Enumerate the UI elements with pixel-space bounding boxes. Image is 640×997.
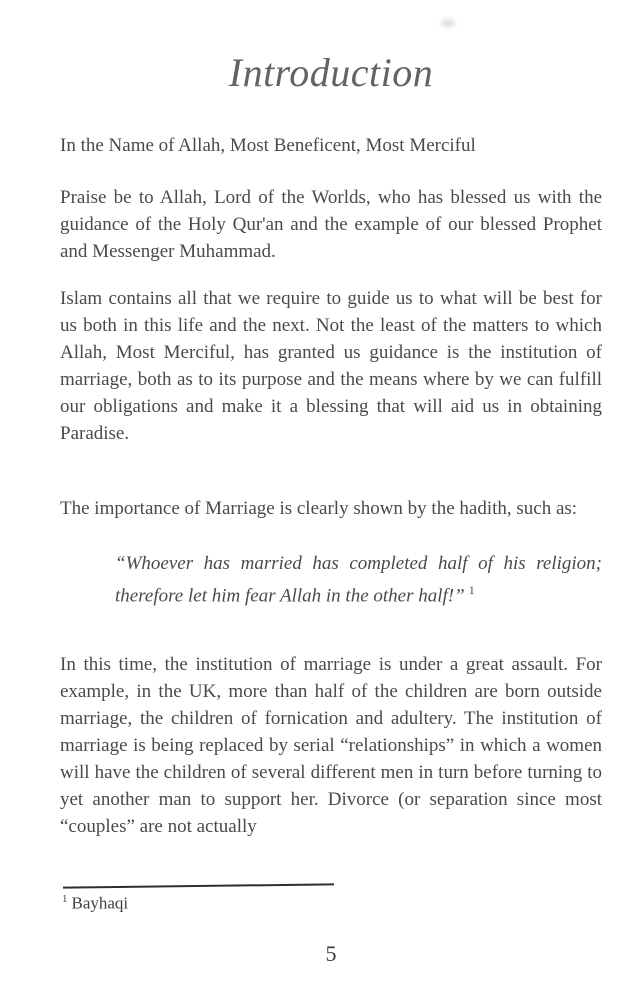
paragraph-marriage-assault: In this time, the institution of marriage is under a great assault. For example, in the UK, more than half of the children are born outside marriage, the children of fornication and adultery. The institution of marriage is being replaced by serial “relationships” in which a women will have the children of several different men in turn before turning to yet another man to support her. Divorce (or separation since most “couples” are not actually	[60, 654, 602, 837]
hadith-quote-text: “Whoever has married has completed half of his religion; therefore let him fear Allah in the other half!”	[115, 553, 602, 607]
paragraph-islam-guidance: Islam contains all that we require to guide us to what will be best for us both in this life and the next. Not the least of the matters to which Allah, Most Merciful, has granted us guidance is the institution of marriage, both as to its purpose and the means where by we can fulfill our obligations and make it a blessing that will aid us in obtaining Paradise.	[60, 288, 602, 444]
footnote	[62, 893, 128, 914]
page-title: Introduction	[228, 50, 434, 95]
page-number: 5	[325, 941, 337, 966]
footnote-marker: 1	[62, 893, 68, 905]
scan-smudge	[441, 19, 455, 27]
hadith-quote	[115, 550, 602, 609]
paragraph-hadith-intro: The importance of Marriage is clearly shown by the hadith, such as:	[60, 498, 578, 519]
footnote-divider	[63, 883, 334, 888]
footnote-reference: 1	[468, 583, 475, 597]
footnote-text: Bayhaqi	[71, 893, 129, 913]
paragraph-praise: Praise be to Allah, Lord of the Worlds, who has blessed us with the guidance of the Holy Qur'an and the example of our blessed Prophet and Messenger Muhammad.	[60, 187, 602, 262]
bismillah-line: In the Name of Allah, Most Beneficent, Most Merciful	[60, 135, 476, 156]
